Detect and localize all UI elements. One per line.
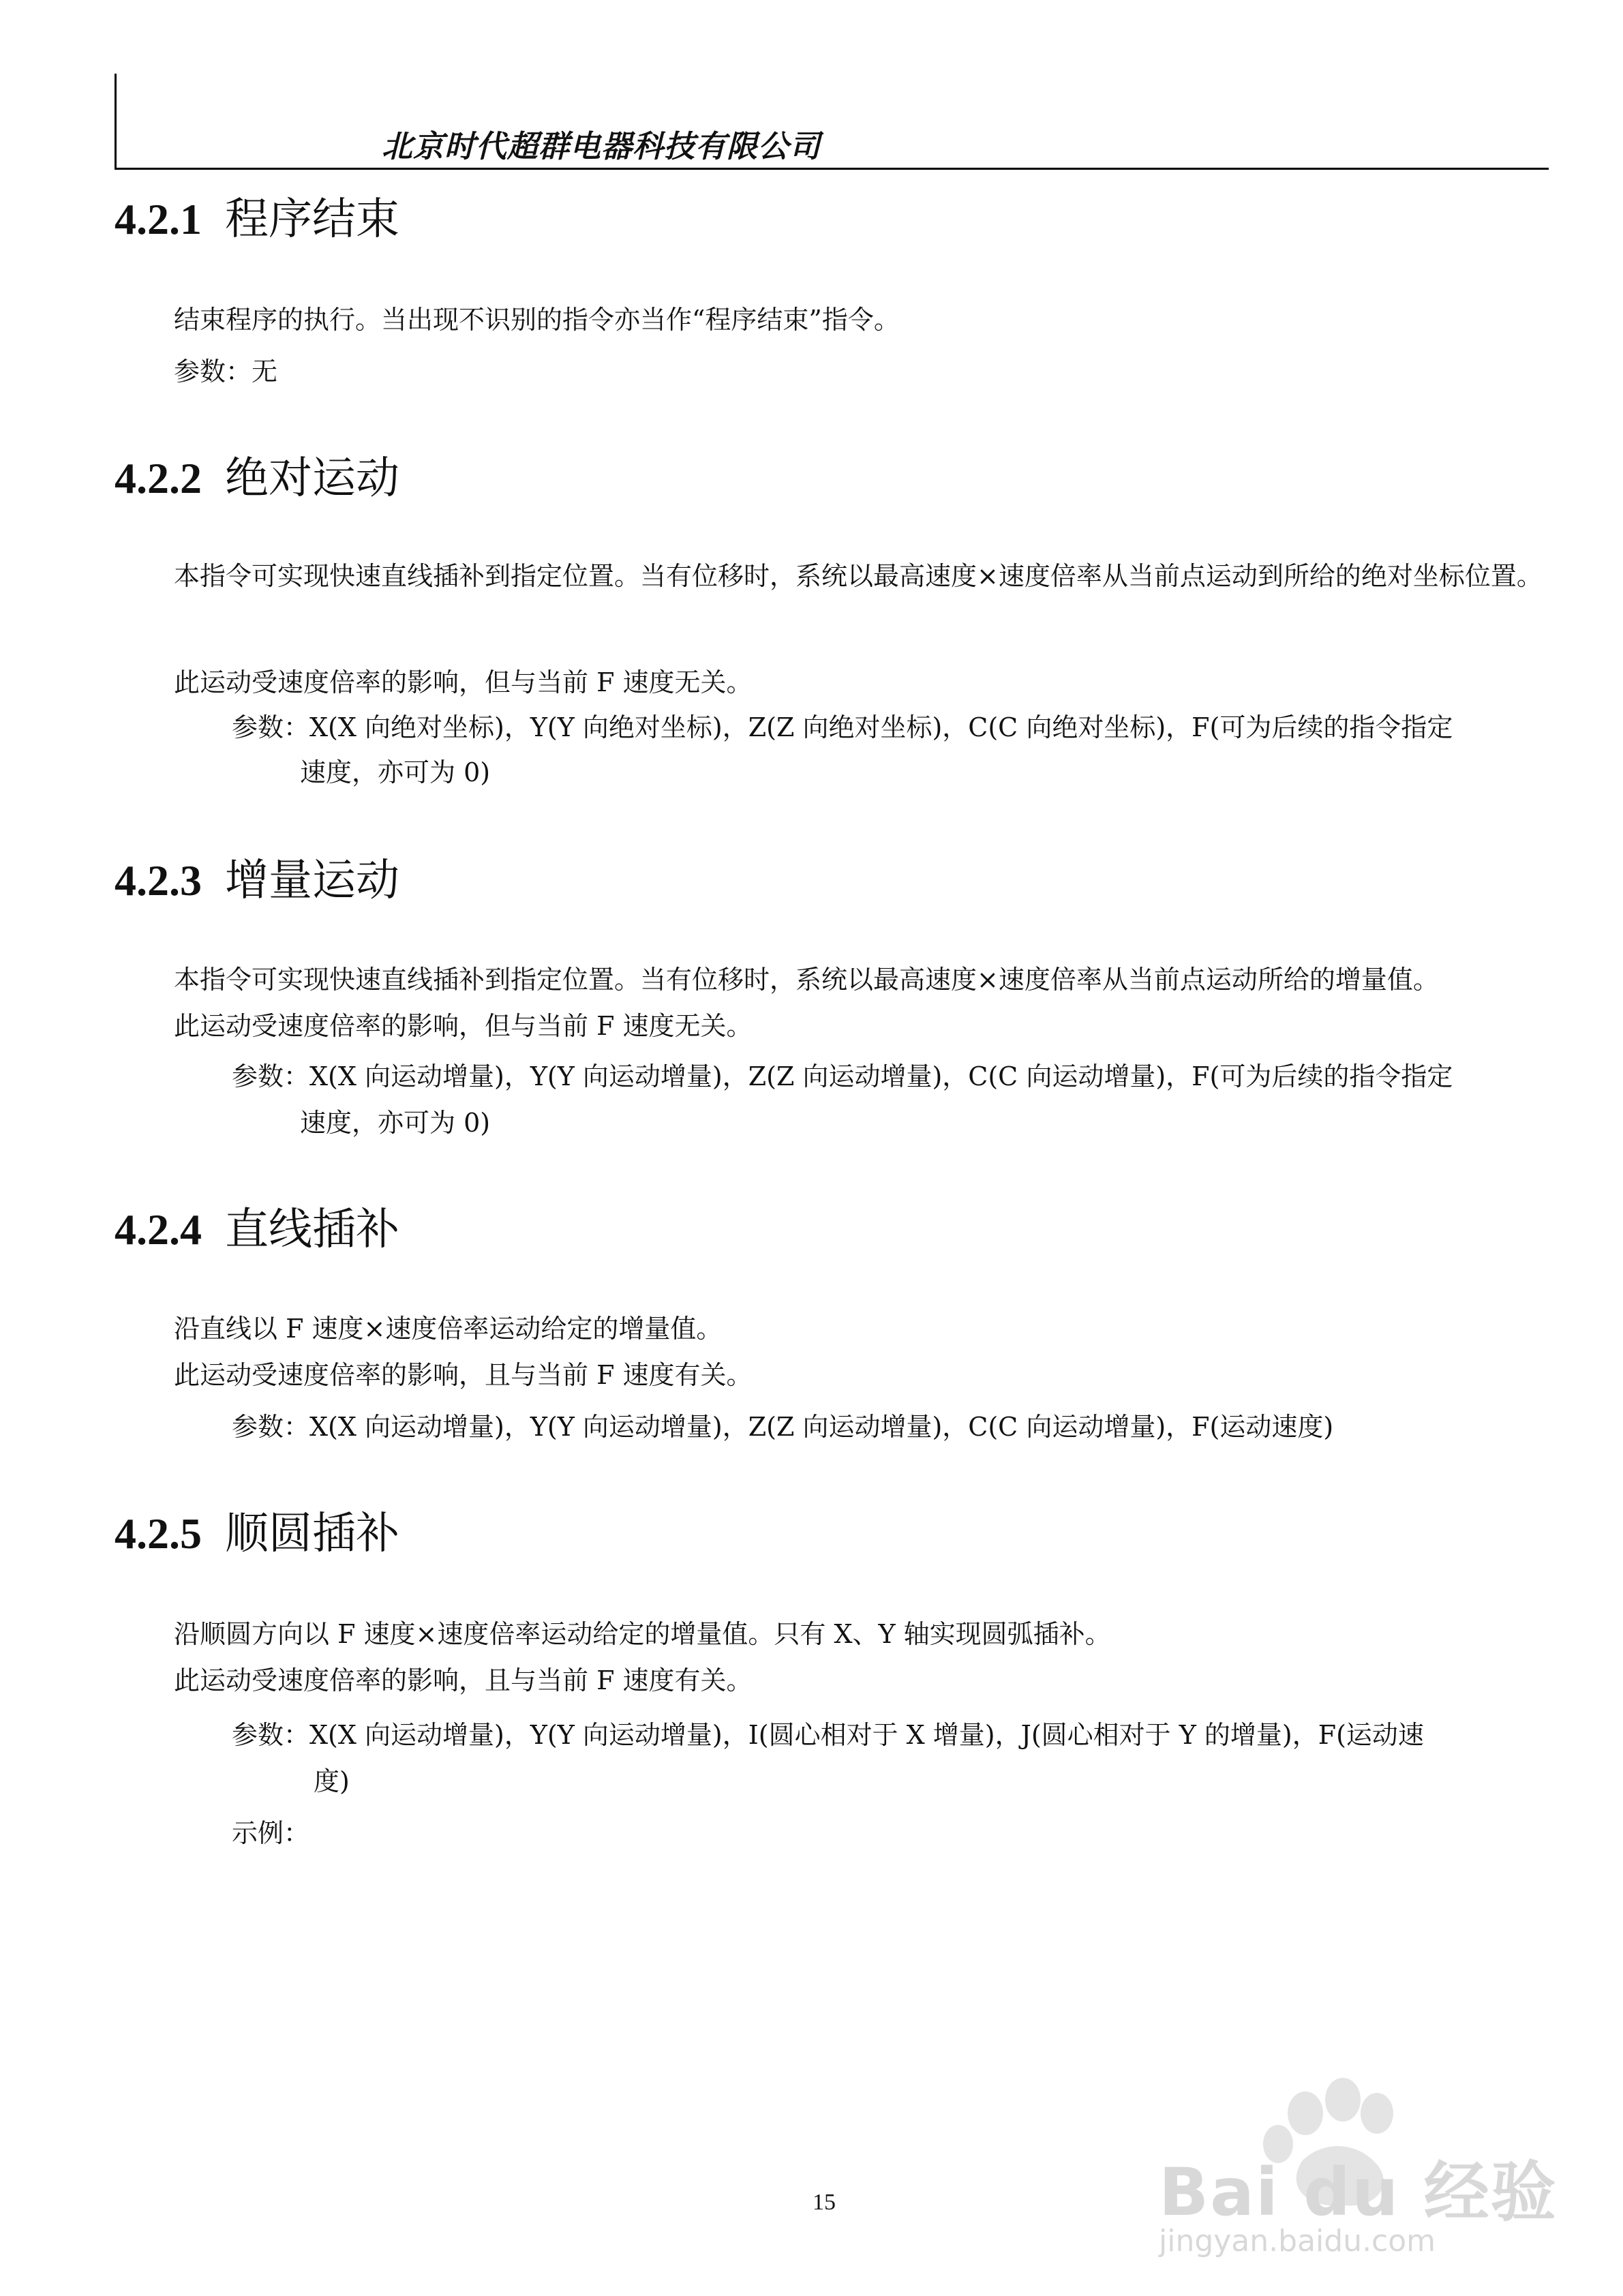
parameters-line: 参数：X(X 向运动增量)，Y(Y 向运动增量)，Z(Z 向运动增量)，C(C 向运动增量)，F(运动速度) [232,1412,1334,1442]
paragraph: 本指令可实现快速直线插补到指定位置。当有位移时，系统以最高速度×速度倍率从当前点运动到所给的绝对坐标位置。 [174,561,1543,591]
section-number: 4.2.5 [115,1509,202,1558]
paragraph: 此运动受速度倍率的影响，且与当前 F 速度有关。 [174,1665,753,1695]
parameters-continuation: 速度，亦可为 0) [300,757,491,787]
section-title: 增量运动 [225,856,399,906]
section-heading-4-2-5 [115,1498,399,1561]
watermark-brand: Bai du 经验 [1159,2154,1558,2231]
example-label: 示例： [232,1818,310,1848]
parameters-continuation: 速度，亦可为 0) [300,1108,491,1138]
section-number: 4.2.1 [115,195,202,243]
parameters-line: 参数：X(X 向运动增量)，Y(Y 向运动增量)，I(圆心相对于 X 增量)，J(圆心相对于 Y 的增量)，F(运动速 [232,1720,1424,1750]
header-vertical-rule [115,74,117,169]
page-number: 15 [813,2190,836,2215]
section-number: 4.2.4 [115,1205,202,1254]
paragraph: 沿直线以 F 速度×速度倍率运动给定的增量值。 [174,1314,723,1344]
section-heading-4-2-4 [115,1194,399,1257]
section-heading-4-2-1 [115,184,399,247]
section-number: 4.2.2 [115,454,202,502]
section-title: 顺圆插补 [225,1509,399,1559]
section-heading-4-2-3 [115,845,399,908]
parameters-line: 参数：X(X 向运动增量)，Y(Y 向运动增量)，Z(Z 向运动增量)，C(C 向运动增量)，F(可为后续的指令指定 [232,1061,1453,1091]
paragraph: 此运动受速度倍率的影响，且与当前 F 速度有关。 [174,1360,753,1390]
watermark-url: jingyan.baidu.com [1159,2224,1436,2259]
section-title: 程序结束 [225,194,399,245]
company-name: 北京时代超群电器科技有限公司 [382,128,821,164]
section-title: 直线插补 [225,1205,399,1255]
paragraph: 本指令可实现快速直线插补到指定位置。当有位移时，系统以最高速度×速度倍率从当前点运动所给的增量值。 [174,965,1439,995]
paragraph: 此运动受速度倍率的影响，但与当前 F 速度无关。 [174,1011,753,1041]
section-number: 4.2.3 [115,856,202,905]
parameters-continuation: 度) [314,1766,350,1796]
header-rule [115,168,1549,170]
section-title: 绝对运动 [225,453,399,504]
paragraph: 此运动受速度倍率的影响，但与当前 F 速度无关。 [174,667,753,697]
paragraph: 沿顺圆方向以 F 速度×速度倍率运动给定的增量值。只有 X、Y 轴实现圆弧插补。 [174,1619,1111,1649]
paragraph: 结束程序的执行。当出现不识别的指令亦当作“程序结束”指令。 [174,305,900,335]
parameters-line: 参数：无 [174,357,278,387]
section-heading-4-2-2 [115,443,399,506]
parameters-line: 参数：X(X 向绝对坐标)，Y(Y 向绝对坐标)，Z(Z 向绝对坐标)，C(C 向绝对坐标)，F(可为后续的指令指定 [232,712,1453,742]
